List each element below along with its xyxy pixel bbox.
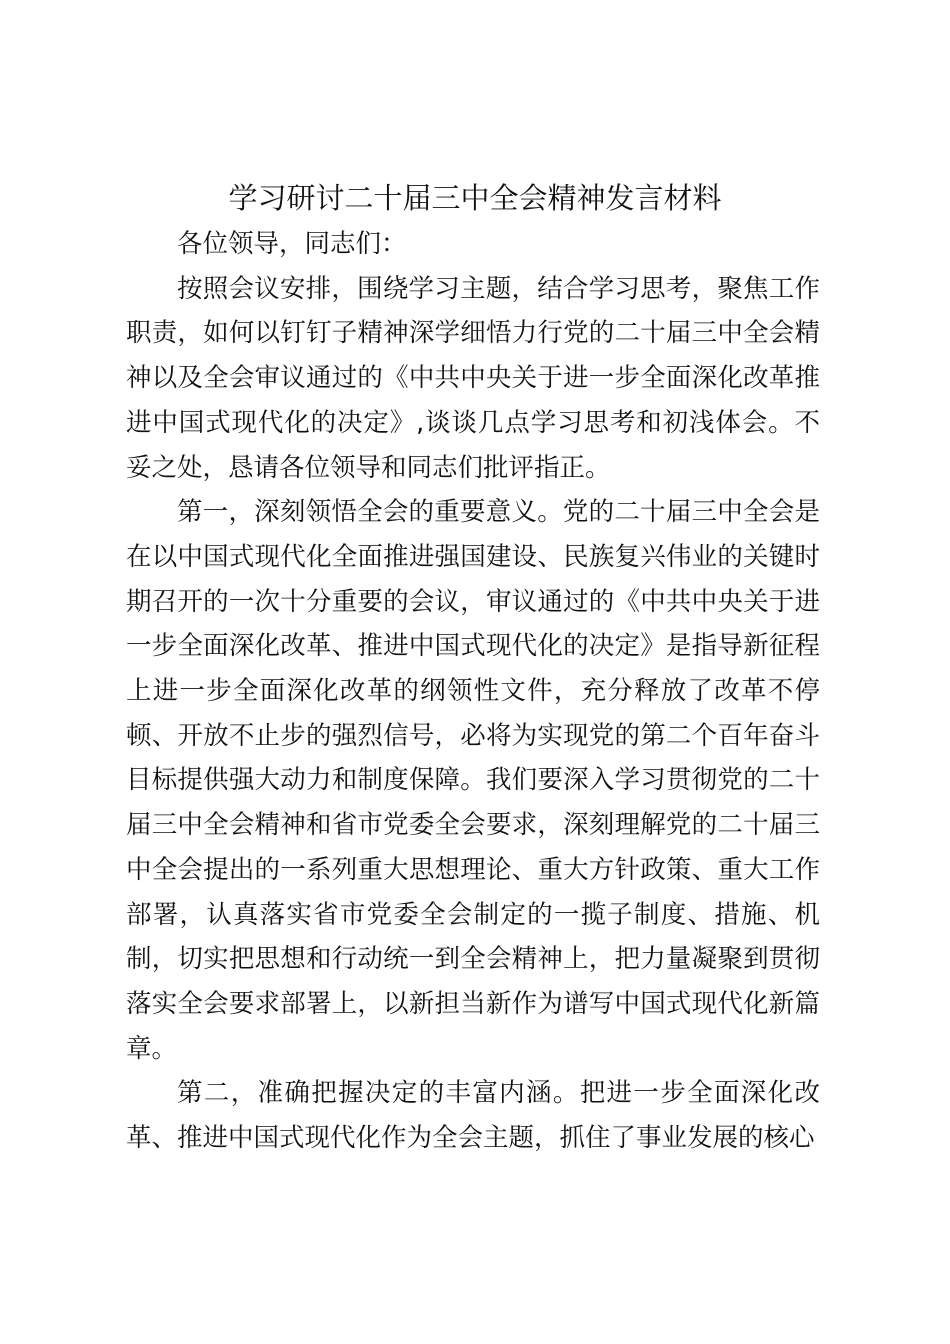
- document-body: [126, 222, 820, 1161]
- salutation: 各位领导，同志们：: [177, 229, 407, 259]
- paragraph-intro: 按照会议安排，围绕学习主题，结合学习思考，聚焦工作职责，如何以钉钉子精神深学细悟力行党的二十届三中全会精神以及全会审议通过的《中共中央关于进一步全面深化改革推进中国式现代化的决定》,谈谈几点学习思考和初浅体会。不妥之处，恳请各位领导和同志们批评指正。: [126, 273, 820, 483]
- document-title: 学习研讨二十届三中全会精神发言材料: [228, 181, 722, 215]
- paragraph-first-point: 第一，深刻领悟全会的重要意义。党的二十届三中全会是在以中国式现代化全面推进强国建设、民族复兴伟业的关键时期召开的一次十分重要的会议，审议通过的《中共中央关于进一步全面深化改革、推进中国式现代化的决定》是指导新征程上进一步全面深化改革的纲领性文件，充分释放了改革不停顿、开放不止步的强烈信号，必将为实现党的第二个百年奋斗目标提供强大动力和制度保障。我们要深入学习贯彻党的二十届三中全会精神和省市党委全会要求，深刻理解党的二十届三中全会提出的一系列重大思想理论、重大方针政策、重大工作部署，认真落实省市党委全会制定的一揽子制度、措施、机制，切实把思想和行动统一到全会精神上，把力量凝聚到贯彻落实全会要求部署上，以新担当新作为谱写中国式现代化新篇章。: [126, 497, 820, 1064]
- paragraph-second-point: 第二，准确把握决定的丰富内涵。把进一步全面深化改革、推进中国式现代化作为全会主题，抓住了事业发展的核心: [126, 1078, 820, 1154]
